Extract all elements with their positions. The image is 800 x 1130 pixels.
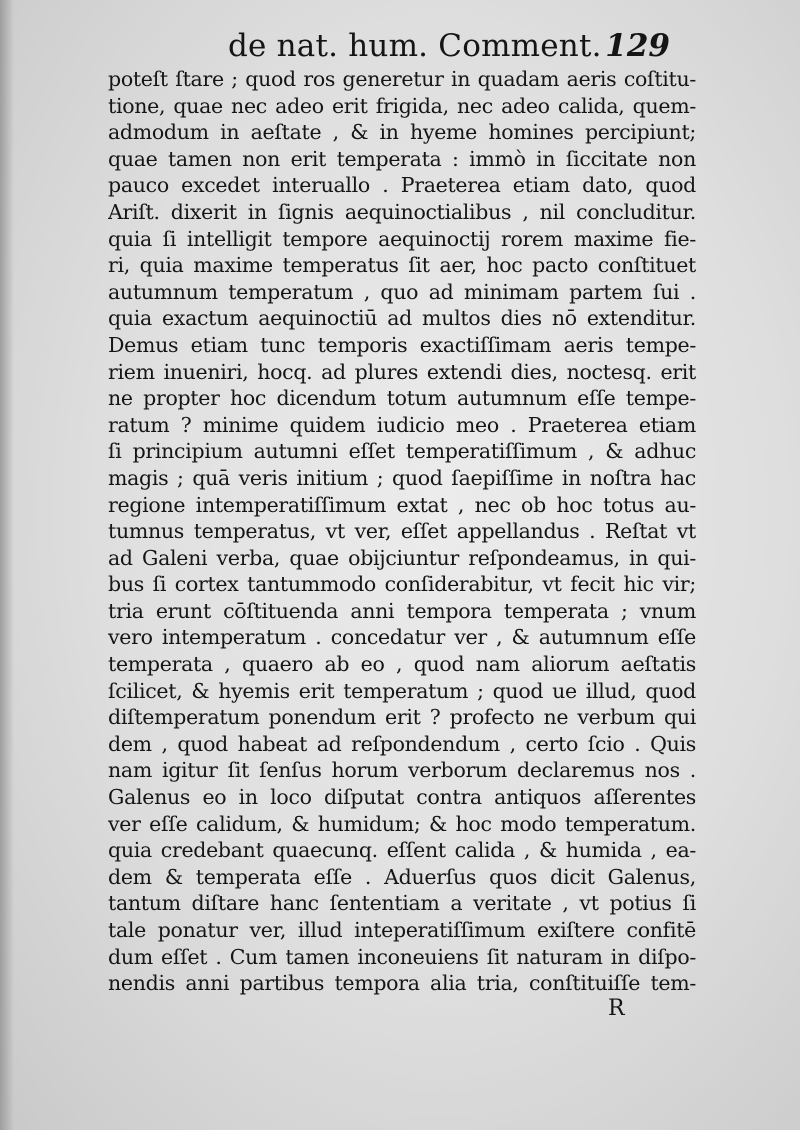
text-line: tria erunt cōſtituenda anni tempora temperata ; vnum bbox=[108, 598, 696, 623]
text-line: dem , quod habeat ad reſpondendum , certo ſcio . Quis bbox=[108, 731, 696, 756]
text-line: tumnus temperatus, vt ver, eſſet appellandus . Reſtat vt bbox=[108, 519, 696, 544]
text-line: autumnum temperatum , quo ad minimam partem ſui . bbox=[108, 279, 696, 304]
text-line: diſtemperatum ponendum erit ? profecto ne verbum qui bbox=[108, 705, 696, 730]
text-line: ne propter hoc dicendum totum autumnum eſſe tempe- bbox=[108, 386, 696, 411]
text-line: ri, quia maxime temperatus ſit aer, hoc pacto conſtituet bbox=[108, 253, 696, 278]
text-line: tantum diſtare hanc ſententiam a veritate , vt potius ſi bbox=[108, 891, 696, 916]
text-line: dem & temperata eſſe . Aduerſus quos dicit Galenus, bbox=[108, 864, 696, 889]
page-header bbox=[228, 28, 670, 68]
text-line: dum eſſet . Cum tamen inconeuiens ſit naturam in diſpo- bbox=[108, 944, 696, 969]
text-line: nam igitur ſit ſenſus horum verborum declaremus nos . bbox=[108, 758, 696, 783]
text-line: poteſt ſtare ; quod ros generetur in quadam aeris coſtitu- bbox=[108, 67, 696, 91]
text-line: pauco excedet interuallo . Praeterea etiam dato, quod bbox=[108, 173, 696, 198]
text-line: regione intemperatiſſimum extat , nec ob hoc totus au- bbox=[108, 492, 696, 517]
text-line: Ariſt. dixerit in ſignis aequinoctialibus , nil concluditur. bbox=[108, 199, 696, 224]
page-number: 129 bbox=[605, 28, 670, 64]
text-line: riem inueniri, hocq. ad plures extendi dies, noctesq. erit bbox=[108, 359, 696, 384]
text-line: ſi principium autumni eſſet temperatiſſimum , & adhuc bbox=[108, 439, 696, 464]
text-line: quia credebant quaecunq. eſſent calida , & humida , ea- bbox=[108, 838, 696, 863]
signature-mark: R bbox=[608, 996, 625, 1021]
text-line: nendis anni partibus tempora alia tria, conſtituiſſe tem- bbox=[108, 971, 696, 996]
text-line: ratum ? minime quidem iudicio meo . Praeterea etiam bbox=[108, 412, 696, 437]
text-line: vero intemperatum . concedatur ver , & autumnum eſſe bbox=[108, 625, 696, 650]
text-line: Galenus eo in loco diſputat contra antiquos aſſerentes bbox=[108, 785, 696, 810]
text-line: Demus etiam tunc temporis exactiſſimam aeris tempe- bbox=[108, 332, 696, 357]
text-line: temperata , quaero ab eo , quod nam aliorum aeſtatis bbox=[108, 652, 696, 677]
text-line: magis ; quā veris initium ; quod ſaepiſſime in noſtra hac bbox=[108, 465, 696, 490]
text-line: ver eſſe calidum, & humidum; & hoc modo temperatum. bbox=[108, 811, 696, 836]
running-title: de nat. hum. Comment. bbox=[228, 28, 602, 64]
text-line: admodum in aeſtate , & in hyeme homines percipiunt; bbox=[108, 120, 696, 145]
text-line: tale ponatur ver, illud inteperatiſſimum exiſtere confitē bbox=[108, 918, 696, 942]
text-line: bus ſi cortex tantummodo conſiderabitur, vt fecit hic vir; bbox=[108, 572, 696, 597]
body-text bbox=[108, 66, 696, 997]
text-line: ad Galeni verba, quae obijciuntur reſpondeamus, in qui- bbox=[108, 545, 696, 570]
text-line: tione, quae nec adeo erit frigida, nec adeo calida, quem- bbox=[108, 93, 696, 118]
text-line: quia ſi intelligit tempore aequinoctij rorem maxime fie- bbox=[108, 226, 696, 251]
text-line: quia exactum aequinoctiū ad multos dies nō extenditur. bbox=[108, 306, 696, 331]
text-line: ſcilicet, & hyemis erit temperatum ; quod ue illud, quod bbox=[108, 678, 696, 703]
text-line: quae tamen non erit temperata : immò in ſiccitate non bbox=[108, 146, 696, 171]
